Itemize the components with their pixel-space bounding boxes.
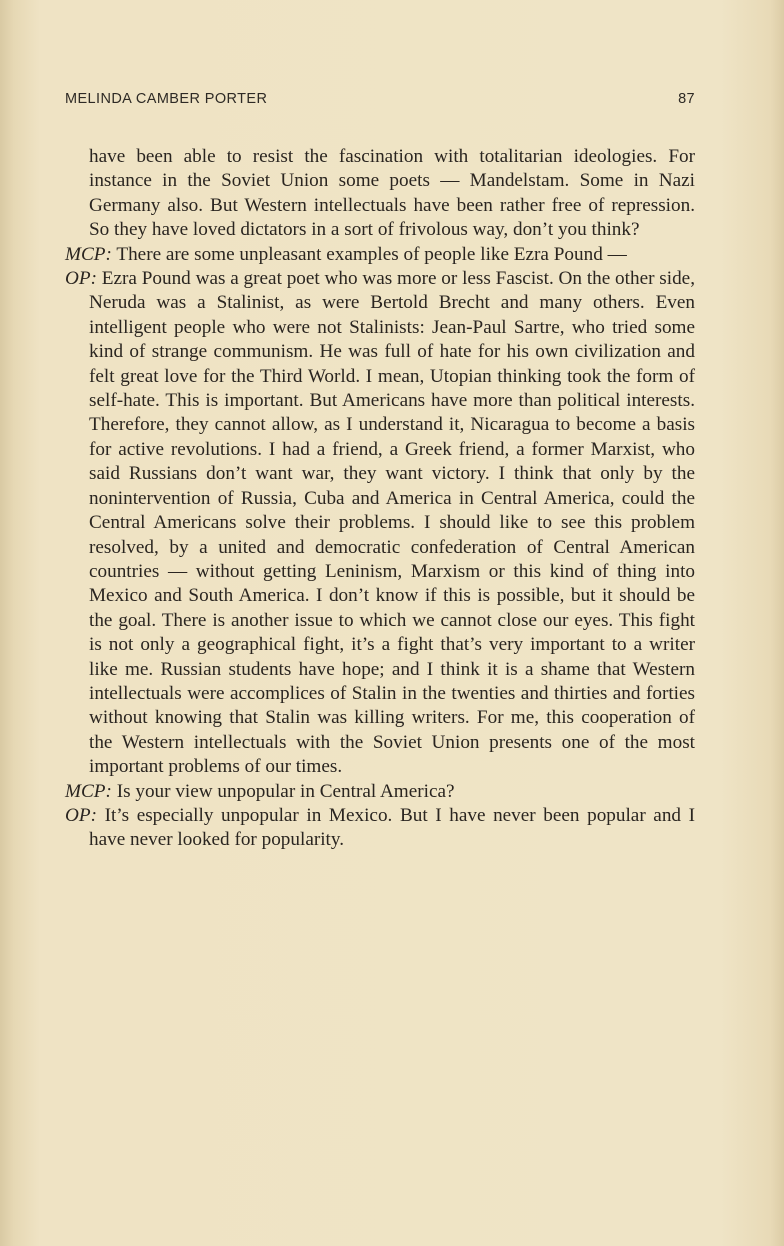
- page-number: 87: [678, 91, 695, 107]
- paragraph-continuation: [65, 145, 695, 243]
- paragraph-op-answer: [65, 267, 695, 780]
- paragraph-text: It’s especially unpopular in Mexico. But I have never been popular and I have never looked for popularity.: [89, 804, 696, 851]
- interview-text: [65, 145, 695, 853]
- speaker-label: OP:: [65, 804, 97, 826]
- paragraph-text: Is your view unpopular in Central America?: [116, 780, 455, 802]
- paragraph-text: Ezra Pound was a great poet who was more or less Fascist. On the other side, Neruda was a Stalinist, as were Bertold Brecht and many others. Even intelligent people who were not Stalinists: Jean-Paul Sartre, who tried some kind of strange communism. He was full of hate for his own civilization and felt great love for the Third World. I mean, Utopian thinking took the form of self-hate. This is important. But Americans have more than political interests. Therefore, they cannot allow, as I understand it, Nicaragua to become a basis for active revolutions. I had a friend, a Greek friend, a former Marxist, who said Russians don’t want war, they want victory. I think that only by the nonintervention of Russia, Cuba and America in Central America, could the Central Americans solve their problems. I should like to see this problem resolved, by a united and democratic confederation of Central American countries — without getting Leninism, Marxism or this kind of thing into Mexico and South America. I don’t know if this is possible, but it should be the goal. There is another issue to which we cannot close our eyes. This fight is not only a geographical fight, it’s a fight that’s very important to a writer like me. Russian students have hope; and I think it is a shame that Western intellectuals were accomplices of Stalin in the twenties and thirties and forties without knowing that Stalin was killing writers. For me, this cooperation of the Western intellectuals with the Soviet Union presents one of the most important problems of our times.: [89, 268, 695, 778]
- paragraph-mcp-question: [65, 780, 695, 804]
- speaker-label: MCP:: [65, 780, 112, 802]
- speaker-label: OP:: [65, 268, 97, 290]
- paragraph-mcp-question: [65, 243, 695, 267]
- speaker-label: MCP:: [65, 243, 112, 265]
- running-head: [65, 91, 695, 111]
- paragraph-text: have been able to resist the fascination with totalitarian ideologies. For instance in the Soviet Union some poets — Mandelstam. Some in Nazi Germany also. But Western intellectuals have been rather free of repression. So they have loved dictators in a sort of frivolous way, don’t you think?: [89, 146, 695, 241]
- running-head-author: MELINDA CAMBER PORTER: [65, 91, 268, 107]
- paragraph-text: There are some unpleasant examples of people like Ezra Pound —: [116, 243, 627, 265]
- paragraph-op-answer: [65, 804, 695, 853]
